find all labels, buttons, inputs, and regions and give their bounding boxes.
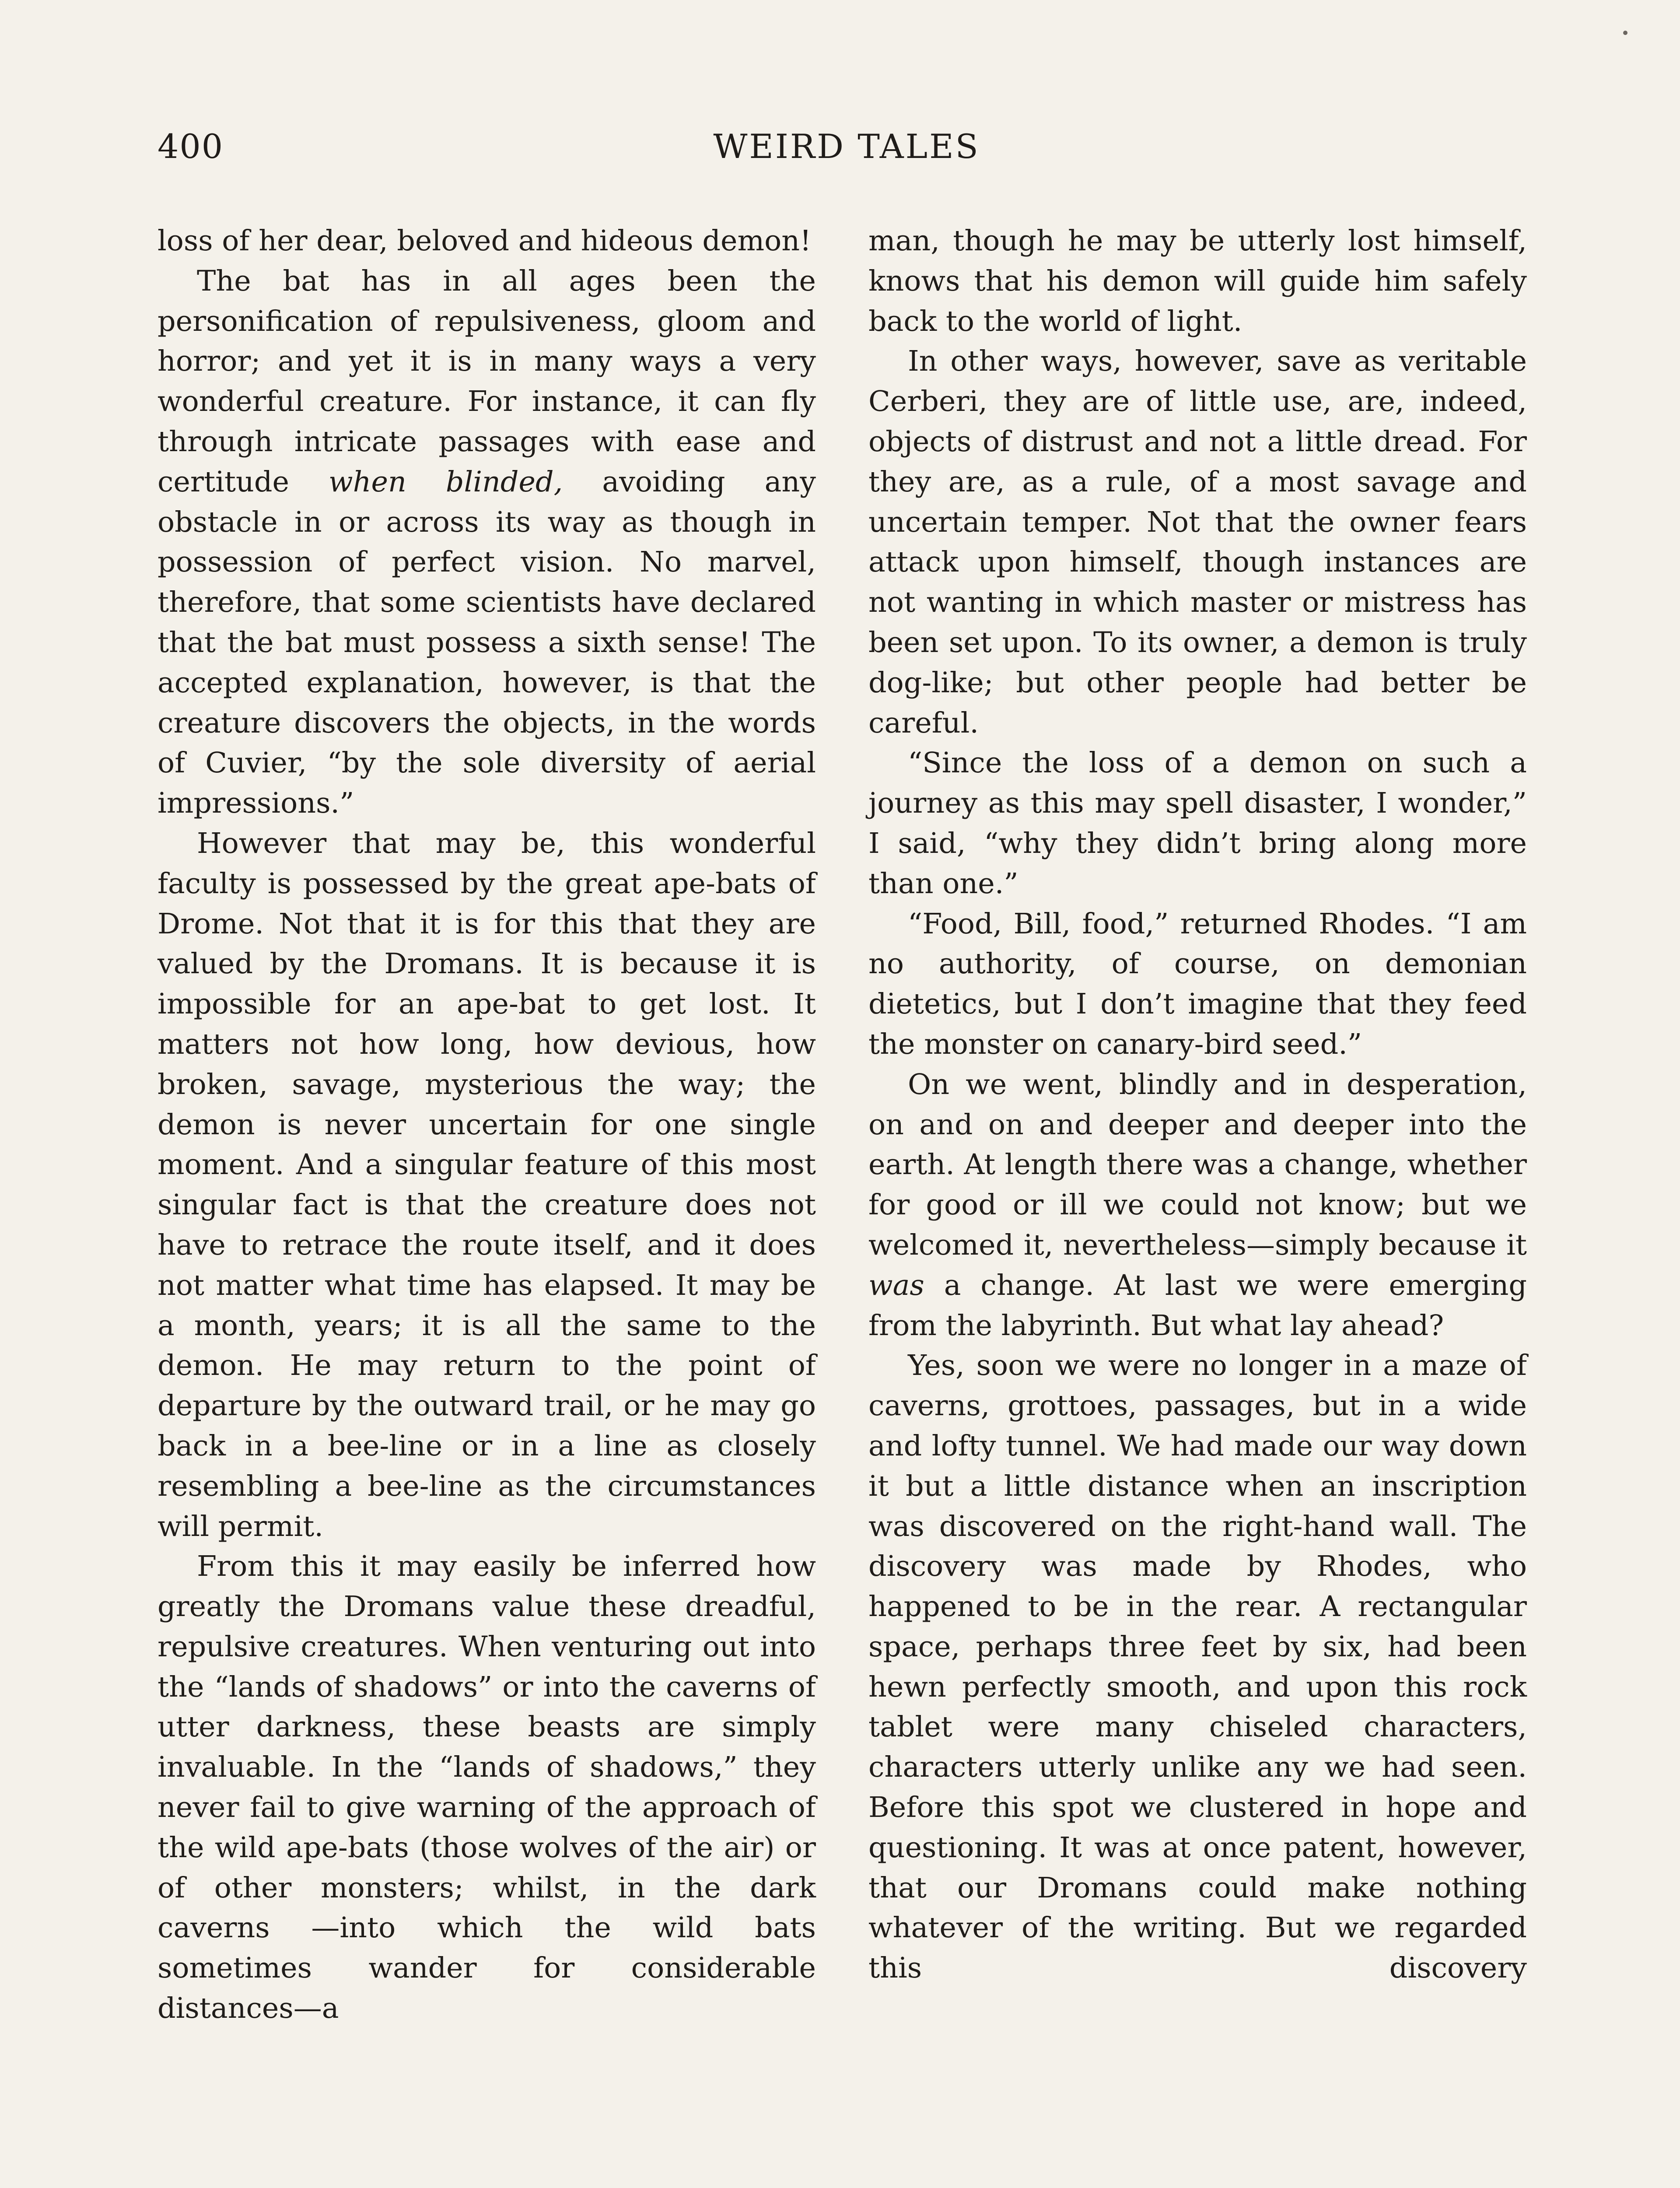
paragraph <box>158 221 816 261</box>
paragraph <box>158 1546 816 2029</box>
text-run: On we went, blindly and in desperation, on and on and deeper and deeper into the earth. At length there was a change, whether for good or ill we could not know; but we welcomed it, nevertheless—simply because it <box>868 1068 1527 1262</box>
left-column <box>158 221 816 2029</box>
text-run: Yes, soon we were no longer in a maze of caverns, grottoes, passages, but in a wide and lofty tunnel. We had made our way down it but a little distance when an inscription was discovered on the right-hand wall. The discovery was made by Rhodes, who happened to be in the rear. A rectangular space, perhaps three feet by six, had been hewn perfectly smooth, and upon this rock tablet were many chiseled characters, characters utterly unlike any we had seen. Before this spot we clustered in hope and questioning. It was at once patent, however, that our Dromans could make nothing whatever of the writing. But we regarded this discovery <box>868 1349 1527 1985</box>
italic-text: was <box>868 1269 924 1302</box>
italic-text: when blinded, <box>328 465 563 498</box>
text-run: The bat has in all ages been the personification of repulsiveness, gloom and horror; and yet it is in many ways a very wonderful creature. For instance, it can fly through intricate passages with ease and certitude <box>158 264 816 498</box>
paragraph <box>868 341 1527 743</box>
text-run: “Food, Bill, food,” returned Rhodes. “I am no authority, of course, on demonian dietetics, but I don’t imagine that they feed the monster on canary-bird seed.” <box>868 907 1527 1061</box>
paragraph <box>158 261 816 824</box>
page-header <box>158 127 1536 175</box>
text-run: However that may be, this wonderful faculty is possessed by the great ape-bats of Drome. Not that it is for this that they are valued by the Dromans. It is because it is impossible for an ape-bat to get lost. It matters not how long, how devious, how broken, savage, mysterious the way; the demon is never uncertain for one single moment. And a singular feature of this most singular fact is that the creature does not have to retrace the route itself, and it does not matter what time has elapsed. It may be a month, years; it is all the same to the demon. He may return to the point of departure by the outward trail, or he may go back in a bee-line or in a line as closely resembling a bee-line as the circumstances will permit. <box>158 827 816 1543</box>
paragraph <box>868 221 1527 341</box>
paragraph <box>868 904 1527 1065</box>
scan-mark <box>1623 31 1628 35</box>
paragraph <box>868 743 1527 904</box>
paragraph <box>868 1065 1527 1346</box>
text-run: In other ways, however, save as veritable Cerberi, they are of little use, are, indeed, objects of distrust and not a little dread. For they are, as a rule, of a most savage and uncertain temper. Not that the owner fears attack upon himself, though instances are not wanting in which master or mistress has been set upon. To its owner, a demon is truly dog-like; but other people had better be careful. <box>868 345 1527 740</box>
page-number: 400 <box>158 127 224 166</box>
running-title: WEIRD TALES <box>713 127 980 166</box>
text-run: “Since the loss of a demon on such a journey as this may spell disaster, I wonder,” I said, “why they didn’t bring along more than one.” <box>868 747 1527 900</box>
text-run: man, though he may be utterly lost himself, knows that his demon will guide him safely back to the world of light. <box>868 224 1527 338</box>
text-run: a change. At last we were emerging from the labyrinth. But what lay ahead? <box>868 1269 1527 1342</box>
text-run: From this it may easily be inferred how greatly the Dromans value these dreadful, repulsive creatures. When venturing out into the “lands of shadows” or into the caverns of utter darkness, these beasts are simply invaluable. In the “lands of shadows,” they never fail to give warning of the approach of the wild ape-bats (those wolves of the air) or of other monsters; whilst, in the dark caverns —into which the wild bats sometimes wander for considerable distances—a <box>158 1550 816 2025</box>
right-column <box>868 221 1527 1988</box>
text-run: avoiding any obstacle in or across its way as though in possession of perfect vision. No marvel, therefore, that some scientists have declared that the bat must possess a sixth sense! The accepted explanation, however, is that the creature discovers the objects, in the words of Cuvier, “by the sole diversity of aerial impressions.” <box>158 465 816 820</box>
text-run: loss of her dear, beloved and hideous demon! <box>158 224 812 257</box>
paragraph <box>868 1346 1527 1988</box>
paragraph <box>158 824 816 1546</box>
